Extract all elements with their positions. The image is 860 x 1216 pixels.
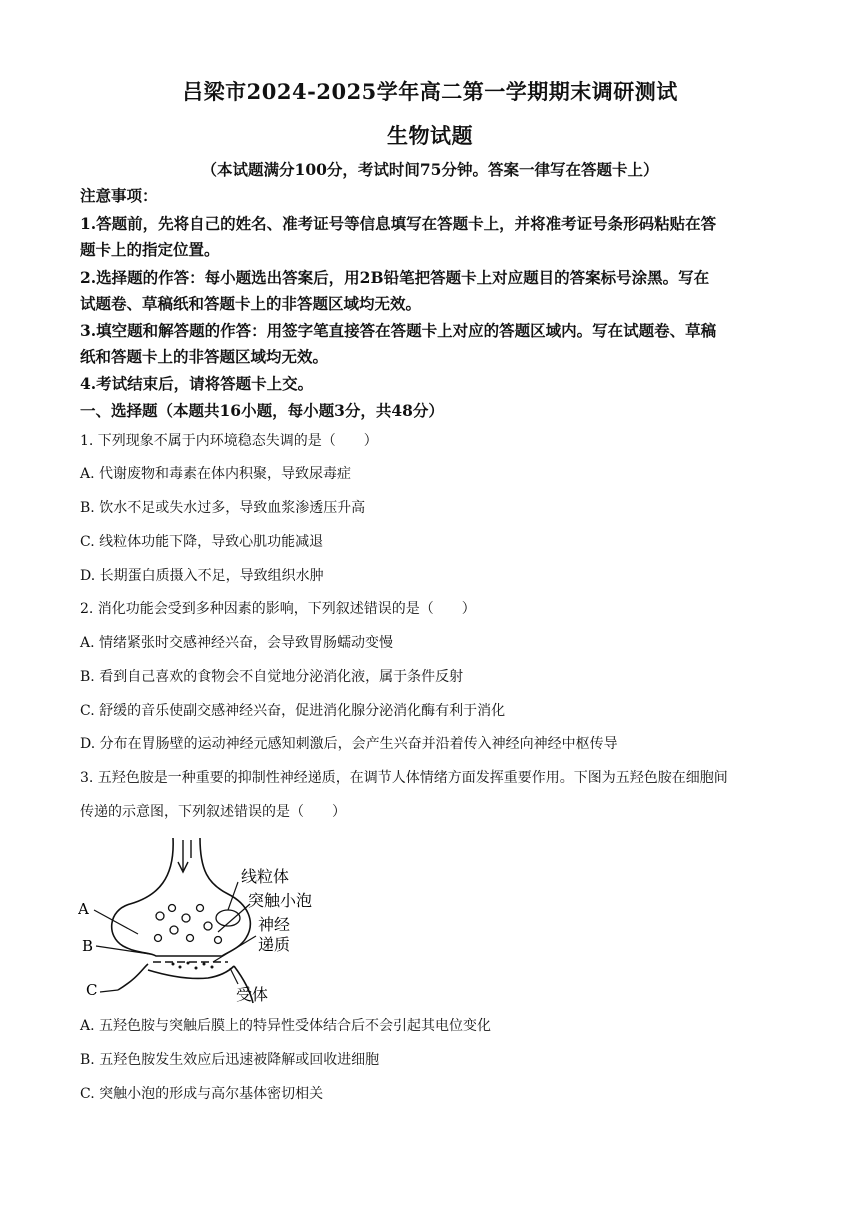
option-b: B. 五羟色胺发生效应后迅速被降解或回收进细胞 — [80, 1052, 380, 1068]
option-a: A. 情绪紧张时交感神经兴奋，会导致胃肠蠕动变慢 — [80, 635, 394, 651]
label-mitochondria: 线粒体 — [241, 867, 290, 886]
arrow-icon — [178, 840, 191, 872]
option-c: C. 突触小泡的形成与高尔基体密切相关 — [80, 1086, 324, 1102]
notice-line: 纸和答题卡上的非答题区域均无效。 — [80, 347, 329, 366]
option-b: B. 饮水不足或失水过多，导致血浆渗透压升高 — [80, 500, 366, 516]
section-heading: 一、选择题（本题共16小题，每小题3分，共48分） — [80, 401, 444, 420]
label-vesicle: 突触小泡 — [248, 891, 313, 910]
question-stem: 3. 五羟色胺是一种重要的抑制性神经递质，在调节人体情绪方面发挥重要作用。下图为五羟色胺在细胞间 — [80, 770, 728, 786]
notice-line: 3.填空题和解答题的作答：用签字笔直接答在答题卡上对应的答题区域内。写在试题卷、草稿 — [80, 321, 717, 340]
label-leaders — [94, 882, 256, 992]
label-receptor: 受体 — [236, 985, 269, 1004]
option-c: C. 线粒体功能下降，导致心肌功能减退 — [80, 534, 324, 550]
synapse-diagram — [78, 838, 338, 1008]
notice-heading: 注意事项： — [80, 186, 158, 205]
label-c: C — [86, 981, 98, 999]
notice-line: 4.考试结束后，请将答题卡上交。 — [80, 374, 314, 393]
label-b: B — [82, 937, 94, 955]
option-b: B. 看到自己喜欢的食物会不自觉地分泌消化液，属于条件反射 — [80, 669, 464, 685]
vesicle-circles — [155, 905, 222, 944]
label-transmitter: 神经 — [258, 915, 291, 934]
label-a: A — [78, 900, 89, 918]
notice-line: 1.答题前，先将自己的姓名、准考证号等信息填写在答题卡上，并将准考证号条形码粘贴在答 — [80, 214, 717, 233]
notice-line: 题卡上的指定位置。 — [80, 240, 220, 259]
notice-line: 试题卷、草稿纸和答题卡上的非答题区域均无效。 — [80, 294, 422, 313]
option-c: C. 舒缓的音乐使副交感神经兴奋，促进消化腺分泌消化酶有利于消化 — [80, 703, 506, 719]
question-stem: 1. 下列现象不属于内环境稳态失调的是（ ） — [80, 433, 378, 449]
exam-title: 吕梁市2024-2025学年高二第一学期期末调研测试 — [182, 79, 678, 104]
question-stem-cont: 传递的示意图，下列叙述错误的是（ ） — [80, 804, 346, 820]
option-a: A. 代谢废物和毒素在体内积聚，导致尿毒症 — [80, 466, 352, 482]
question-stem: 2. 消化功能会受到多种因素的影响，下列叙述错误的是（ ） — [80, 601, 476, 617]
label-transmitter-cont: 递质 — [258, 935, 291, 954]
option-d: D. 分布在胃肠壁的运动神经元感知刺激后，会产生兴奋并沿着传入神经向神经中枢传导 — [80, 736, 618, 752]
option-a: A. 五羟色胺与突触后膜上的特异性受体结合后不会引起其电位变化 — [80, 1018, 492, 1034]
notice-line: 2.选择题的作答：每小题选出答案后，用2B铅笔把答题卡上对应题目的答案标号涂黑。写在 — [80, 268, 710, 287]
subject-title: 生物试题 — [387, 123, 473, 148]
exam-note: （本试题满分100分，考试时间75分钟。答案一律写在答题卡上） — [201, 160, 659, 179]
option-d: D. 长期蛋白质摄入不足，导致组织水肿 — [80, 568, 324, 584]
